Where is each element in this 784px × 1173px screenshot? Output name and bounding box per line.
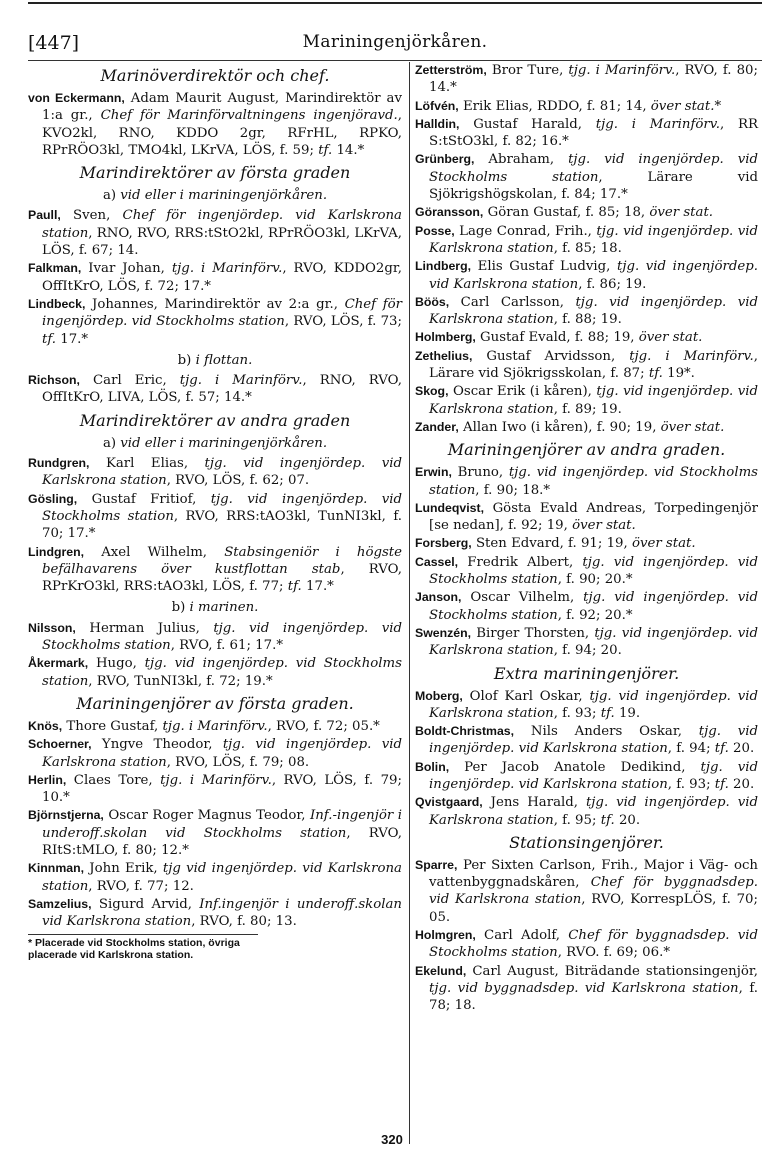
entry-text: , Lärare vid Sjökrigsskolan, f. 87; xyxy=(429,348,758,382)
entry-text: , RVO, LÖS, f. 79; 08. xyxy=(166,754,310,770)
subsection-heading xyxy=(28,187,402,204)
entry-text: , f. 93; xyxy=(667,776,715,792)
italic-text: tjg. vid ingenjördep. vid Karlskrona station xyxy=(429,795,758,828)
entry-text: 17.* xyxy=(56,331,89,347)
entry-text: , RVO, RItS:tMLO, f. 80; 12.* xyxy=(42,825,402,858)
entry-text: Bruno, xyxy=(457,465,509,481)
entry-text: , f. 78; 18. xyxy=(429,980,758,1014)
person-surname: Halldin, xyxy=(415,116,460,131)
italic-text: Stabsingeniör i högste befälhavarens över kustflottan stab xyxy=(42,544,402,577)
roster-entry xyxy=(28,544,402,596)
entry-text: Oscar Vilhelm, xyxy=(470,590,584,606)
roster-entry xyxy=(28,491,402,543)
entry-text: Allan Iwo (i kåren), f. 90; 19, xyxy=(462,419,661,435)
person-surname: Lindbeck, xyxy=(28,296,86,311)
entry-text: John Erik, xyxy=(89,861,163,877)
entry-text: , RNO, RVO, RRS:tStO2kl, RPrRÖO3kl, LKrVA, LÖS, f. 67; 14. xyxy=(42,225,402,259)
entry-text: Jens Harald, xyxy=(490,795,586,811)
person-surname: Richson, xyxy=(28,373,80,388)
entry-text: * xyxy=(714,98,722,114)
roster-entry xyxy=(415,294,758,329)
roster-entry xyxy=(415,794,758,829)
italic-text: över stat. xyxy=(572,518,636,534)
person-surname: Ekelund, xyxy=(415,963,467,978)
italic-text: Chef för Marinförvaltningens ingenjöravd. xyxy=(100,108,398,124)
section-heading: Extra mariningenjörer. xyxy=(493,663,680,683)
roster-entry xyxy=(415,62,758,97)
entry-text: Carl Adolf, xyxy=(484,928,569,944)
italic-text: tjg. vid ingenjördep. vid Stockholms station xyxy=(429,590,758,623)
italic-text: tjg. vid ingenjördep. vid Stockholms station xyxy=(429,465,759,498)
entry-text: Elis Gustaf Ludvig, xyxy=(477,259,617,275)
person-surname: Böös, xyxy=(415,294,450,309)
roster-entry xyxy=(415,857,758,926)
entry-text: , f. 92; 20.* xyxy=(557,607,633,623)
entry-text: Birger Thorsten, xyxy=(476,625,595,641)
person-surname: Lindberg, xyxy=(415,259,472,274)
italic-text: tjg vid ingenjördep. vid Karlskrona station xyxy=(42,861,402,894)
person-surname: Knös, xyxy=(28,718,63,733)
italic-text: tjg. vid ingenjördep. vid Stockholms station xyxy=(42,491,402,524)
italic-text: över stat. xyxy=(660,419,725,435)
entry-text: , f. 89; 19. xyxy=(553,401,622,417)
person-surname: Holmgren, xyxy=(415,928,476,943)
person-surname: Zander, xyxy=(415,419,459,434)
italic-text: tjg. vid ingenjördep. vid Karlskrona station xyxy=(42,456,402,489)
entry-text: , RVO, f. 72; 05.* xyxy=(267,718,380,734)
entry-text: Karl Elias, xyxy=(105,456,205,472)
entry-text: Oscar Roger Magnus Teodor, xyxy=(108,808,310,824)
roster-entry xyxy=(415,589,758,624)
entry-text: , Lärare vid Sjökrigshögskolan, f. 84; 17.* xyxy=(429,169,758,203)
entry-text: , RVO, LÖS, f. 73; xyxy=(284,314,402,330)
entry-text: Nils Anders Oskar, xyxy=(530,724,699,740)
italic-text: tjg. vid byggnadsdep. vid Karlskrona station xyxy=(429,980,739,996)
entry-text: , RVO, RPrKrO3kl, RRS:tAO3kl, LÖS, f. 77; xyxy=(42,561,402,595)
roster-entry xyxy=(28,620,402,655)
entry-text: 17.* xyxy=(301,579,334,595)
entry-text: Thore Gustaf, xyxy=(66,718,163,734)
entry-text: , RVO, LÖS, f. 62; 07. xyxy=(166,473,310,489)
entry-text: Adam Maurit August, Marindirektör av 1:a gr., xyxy=(42,91,402,124)
entry-text: , RVO, KorrespLÖS, f. 70; 05. xyxy=(429,892,758,925)
roster-entry xyxy=(28,807,402,859)
entry-text: a) xyxy=(102,188,121,204)
italic-text: Chef för byggnadsdep. vid Stockholms station xyxy=(429,928,758,961)
person-surname: Gösling, xyxy=(28,491,78,506)
roster-entry xyxy=(28,296,402,348)
entry-text: , KVO2kl, RNO, KDDO 2gr, RFrHL, RPKO, RPrRÖO3kl, TMO4kl, LKrVA, LÖS, f. 59; xyxy=(42,108,402,158)
italic-text: tjg. vid ingenjördep. vid Karlskrona station xyxy=(429,625,758,659)
roster-entry xyxy=(415,329,758,346)
subsection-heading xyxy=(28,352,402,369)
entry-text: , RVO, RRS:tAO3kl, TunNI3kl, f. 70; 17.* xyxy=(42,508,402,542)
italic-text: tf. xyxy=(648,366,663,382)
entry-text: Sten Edvard, f. 91; 19, xyxy=(475,536,632,552)
person-surname: Moberg, xyxy=(415,688,463,703)
entry-text: , RVO, LÖS, f. 79; 10.* xyxy=(42,772,402,806)
italic-text: tf. xyxy=(714,776,729,792)
roster-entry xyxy=(415,500,758,535)
roster-entry xyxy=(28,207,402,259)
entry-text: Fredrik Albert, xyxy=(467,554,583,570)
entry-text: 20. xyxy=(728,776,755,792)
entry-text: , RVO, f. 61; 17.* xyxy=(170,638,283,654)
italic-text: tjg. i Marinförv. xyxy=(171,261,283,277)
entry-text: Johannes, Marindirektör av 2:a gr., xyxy=(92,296,345,312)
entry-text: , f. 88; 19. xyxy=(553,312,622,328)
entry-text: 20. xyxy=(614,812,641,828)
section-heading: Stationsingenjörer. xyxy=(509,832,664,852)
roster-entry xyxy=(415,98,758,115)
entry-text: 19*. xyxy=(662,366,695,382)
roster-entry xyxy=(28,455,402,490)
roster-entry xyxy=(415,116,758,151)
italic-text: Inf.-ingenjör i underoff.skolan vid Stockholms station xyxy=(42,808,402,841)
roster-entry xyxy=(415,223,758,258)
entry-text: b) xyxy=(171,600,190,616)
roster-entry xyxy=(415,151,758,203)
entry-text: Göran Gustaf, f. 85; 18, xyxy=(487,205,650,221)
entry-text: , RVO, TunNI3kl, f. 72; 19.* xyxy=(88,673,273,689)
italic-text: tjg. vid ingenjördep. vid Karlskrona station xyxy=(429,688,758,721)
person-surname: Swenzén, xyxy=(415,625,472,640)
italic-text: tjg. vid ingenjördep. vid Karlskrona station xyxy=(429,223,758,256)
entry-text: b) xyxy=(177,352,196,368)
italic-text: över stat. xyxy=(631,536,696,552)
entry-text: , f. 94; 20. xyxy=(553,643,622,659)
entry-text: Lage Conrad, Frih., xyxy=(459,223,597,239)
person-surname: Nilsson, xyxy=(28,620,76,635)
person-surname: Forsberg, xyxy=(415,536,472,551)
entry-text: , RVO, f. 77; 12. xyxy=(88,878,194,894)
entry-text: , f. 95; xyxy=(553,812,601,828)
person-surname: Janson, xyxy=(415,590,462,605)
italic-text: tjg. i Marinförv. xyxy=(162,718,268,734)
person-surname: Zethelius, xyxy=(415,348,473,363)
entry-text: 20. xyxy=(728,741,755,757)
person-surname: Kinnman, xyxy=(28,861,85,876)
italic-text: tjg. vid ingenjördep. vid Karlskrona station xyxy=(429,259,759,292)
page-number: [447] xyxy=(28,32,80,54)
entry-text: Erik Elias, RDDO, f. 81; 14, xyxy=(462,98,651,114)
italic-text: tjg. i Marinförv. xyxy=(160,772,272,788)
header-rule xyxy=(28,60,762,61)
roster-entry xyxy=(415,383,758,418)
italic-text: tjg. vid ingenjördep. vid Stockholms station xyxy=(429,554,758,588)
entry-text: Abraham, xyxy=(488,152,569,168)
italic-text: tjg. vid ingenjördep. vid Karlskrona station xyxy=(429,294,758,328)
person-surname: Samzelius, xyxy=(28,896,92,911)
roster-entry xyxy=(28,860,402,895)
person-surname: Björnstjerna, xyxy=(28,808,104,823)
italic-text: i flottan. xyxy=(195,352,253,368)
italic-text: över stat. xyxy=(649,205,714,221)
italic-text: tjg. vid ingenjördep. vid Karlskrona station xyxy=(42,737,402,770)
person-surname: Schoerner, xyxy=(28,737,92,752)
italic-text: tf. xyxy=(42,331,57,347)
right-column xyxy=(415,62,758,1016)
entry-text: , RVO, KDDO2gr, OffItKrO, LÖS, f. 72; 17.* xyxy=(42,261,403,294)
roster-entry xyxy=(28,772,402,807)
person-surname: Sparre, xyxy=(415,857,458,872)
entry-text: Axel Wilhelm, xyxy=(101,544,225,560)
person-surname: von Eckermann, xyxy=(28,91,125,105)
person-surname: Lindgren, xyxy=(28,544,85,559)
roster-entry xyxy=(415,554,758,589)
person-surname: Åkermark, xyxy=(28,656,89,671)
entry-text: , f. 86; 19. xyxy=(578,276,647,292)
italic-text: tjg. i Marinförv. xyxy=(629,348,754,364)
entry-text: Hugo, xyxy=(95,656,145,672)
running-header xyxy=(28,32,762,54)
entry-text: , RVO, f. 80; 13. xyxy=(191,914,297,930)
italic-text: tf. xyxy=(318,142,333,158)
roster-entry xyxy=(415,419,758,436)
italic-text: tf. xyxy=(714,741,729,757)
section-heading: Marindirektörer av första graden xyxy=(79,163,351,183)
italic-text: Chef för ingenjördep. vid Stockholms station xyxy=(42,296,402,330)
entry-text: Yngve Theodor, xyxy=(101,737,223,753)
entry-text: a) xyxy=(102,435,121,451)
roster-entry xyxy=(415,759,758,794)
italic-text: tjg. vid ingenjördep. vid Stockholms station xyxy=(42,620,402,654)
roster-entry xyxy=(415,927,758,962)
person-surname: Rundgren, xyxy=(28,456,90,471)
entry-text: Gustaf Fritiof, xyxy=(91,491,211,507)
person-surname: Qvistgaard, xyxy=(415,795,483,810)
person-surname: Herlin, xyxy=(28,772,67,787)
roster-entry xyxy=(28,372,402,407)
roster-entry xyxy=(415,723,758,758)
italic-text: tjg. vid ingenjördep. vid Karlskrona station xyxy=(429,759,758,792)
person-surname: Bolin, xyxy=(415,759,450,774)
entry-text: 19. xyxy=(614,705,641,721)
left-column xyxy=(28,62,402,961)
roster-entry xyxy=(415,688,758,723)
entry-text: Sven, xyxy=(73,208,123,224)
subsection-heading xyxy=(28,599,402,616)
italic-text: Inf.ingenjör i underoff.skolan vid Karlskrona station xyxy=(42,896,402,930)
italic-text: vid eller i mariningenjörkåren. xyxy=(120,435,328,451)
entry-text: , f. 90; 20.* xyxy=(557,572,633,588)
italic-text: Chef för ingenjördep. vid Karlskrona station xyxy=(42,208,402,241)
person-surname: Zetterström, xyxy=(415,63,487,77)
entry-text: , f. 90; 18.* xyxy=(475,482,551,498)
entry-text: Oscar Erik (i kåren), xyxy=(452,384,597,400)
roster-entry xyxy=(28,655,402,690)
section-heading: Mariningenjörer av andra graden. xyxy=(447,440,726,460)
roster-entry xyxy=(415,348,758,383)
entry-text: Gustaf Harald, xyxy=(473,116,596,132)
entry-text: Olof Karl Oskar, xyxy=(469,688,590,704)
roster-entry xyxy=(415,258,758,293)
roster-entry xyxy=(28,90,402,159)
entry-text: Bror Ture, xyxy=(491,63,569,78)
italic-text: i marinen. xyxy=(189,600,259,616)
column-divider xyxy=(409,62,410,1144)
italic-text: tjg. i Marinförv. xyxy=(568,63,676,78)
entry-text: Carl August, Biträdande stationsingenjör, xyxy=(472,963,758,979)
person-surname: Boldt-Christmas, xyxy=(415,724,515,739)
italic-text: tf. xyxy=(600,705,615,721)
italic-text: vid eller i mariningenjörkåren. xyxy=(120,188,328,204)
roster-entry xyxy=(28,736,402,771)
italic-text: över stat. xyxy=(638,330,703,346)
italic-text: tjg. vid ingenjördep. vid Stockholms station xyxy=(42,656,402,689)
section-heading: Mariningenjörer av första graden. xyxy=(76,693,354,713)
entry-text: Ivar Johan, xyxy=(88,261,172,277)
person-surname: Göransson, xyxy=(415,205,484,220)
roster-entry xyxy=(415,204,758,221)
person-surname: Cassel, xyxy=(415,554,459,569)
roster-entry xyxy=(28,718,402,735)
italic-text: tjg. i Marinförv. xyxy=(179,373,303,389)
entry-text: Carl Carlsson, xyxy=(460,294,576,310)
roster-entry xyxy=(28,896,402,931)
entry-text: , f. 93; xyxy=(553,705,601,721)
entry-text: Gustaf Arvidsson, xyxy=(486,348,630,364)
person-surname: Lundeqvist, xyxy=(415,500,485,515)
entry-text: , f. 85; 18. xyxy=(553,240,622,256)
entry-text: , RVO, f. 80; 14.* xyxy=(429,63,758,96)
entry-text: Claes Tore, xyxy=(73,772,161,788)
italic-text: tjg. vid ingenjördep. vid Karlskrona station xyxy=(429,384,758,417)
entry-text: , RVO. f. 69; 06.* xyxy=(557,945,670,961)
entry-text: Carl Eric, xyxy=(92,373,180,389)
entry-text: Gösta Evald Andreas, Torpedingenjör [se nedan], f. 92; 19, xyxy=(429,500,759,534)
person-surname: Grünberg, xyxy=(415,152,475,167)
italic-text: över stat. xyxy=(650,98,715,114)
folio: 320 xyxy=(381,1132,403,1147)
person-surname: Paull, xyxy=(28,208,61,223)
person-surname: Erwin, xyxy=(415,465,452,480)
footnote: * Placerade vid Stockholms station, övriga placerade vid Karlskrona station. xyxy=(28,934,258,961)
italic-text: Chef för byggnadsdep. vid Karlskrona station xyxy=(429,875,758,908)
roster-entry xyxy=(415,625,758,660)
roster-entry xyxy=(28,260,402,295)
person-surname: Holmberg, xyxy=(415,330,476,345)
entry-text: Gustaf Evald, f. 88; 19, xyxy=(480,330,639,346)
top-rule xyxy=(28,2,762,4)
italic-text: tf. xyxy=(600,812,615,828)
person-surname: Posse, xyxy=(415,223,455,238)
person-surname: Skog, xyxy=(415,384,449,399)
page-title: Mariningenjörkåren. xyxy=(302,32,488,52)
italic-text: tf. xyxy=(287,579,302,595)
italic-text: tjg. vid ingenjördep. vid Stockholms station xyxy=(429,152,759,185)
italic-text: tjg. i Marinförv. xyxy=(595,116,720,132)
entry-text: Herman Julius, xyxy=(89,620,214,636)
section-heading: Marinöverdirektör och chef. xyxy=(100,66,330,85)
entry-text: Sigurd Arvid, xyxy=(98,896,200,912)
roster-entry xyxy=(415,535,758,552)
person-surname: Falkman, xyxy=(28,261,82,276)
roster-entry xyxy=(415,963,758,1015)
entry-text: , RNO, RVO, OffItKrO, LIVA, LÖS, f. 57; 14.* xyxy=(42,373,402,406)
subsection-heading xyxy=(28,435,402,452)
section-heading: Marindirektörer av andra graden xyxy=(79,410,351,430)
entry-text: , f. 94; xyxy=(667,741,715,757)
entry-text: Per Sixten Carlson, Frih., Major i Väg- och vattenbyggnadskåren, xyxy=(429,857,758,891)
roster-entry xyxy=(415,464,758,499)
person-surname: Löfvén, xyxy=(415,98,459,113)
entry-text: Per Jacob Anatole Dedikind, xyxy=(464,759,701,775)
entry-text: 14.* xyxy=(332,142,365,158)
italic-text: tjg. vid ingenjördep. vid Karlskrona station xyxy=(429,724,758,757)
entry-text: , RR S:tStO3kl, f. 82; 16.* xyxy=(429,116,758,150)
